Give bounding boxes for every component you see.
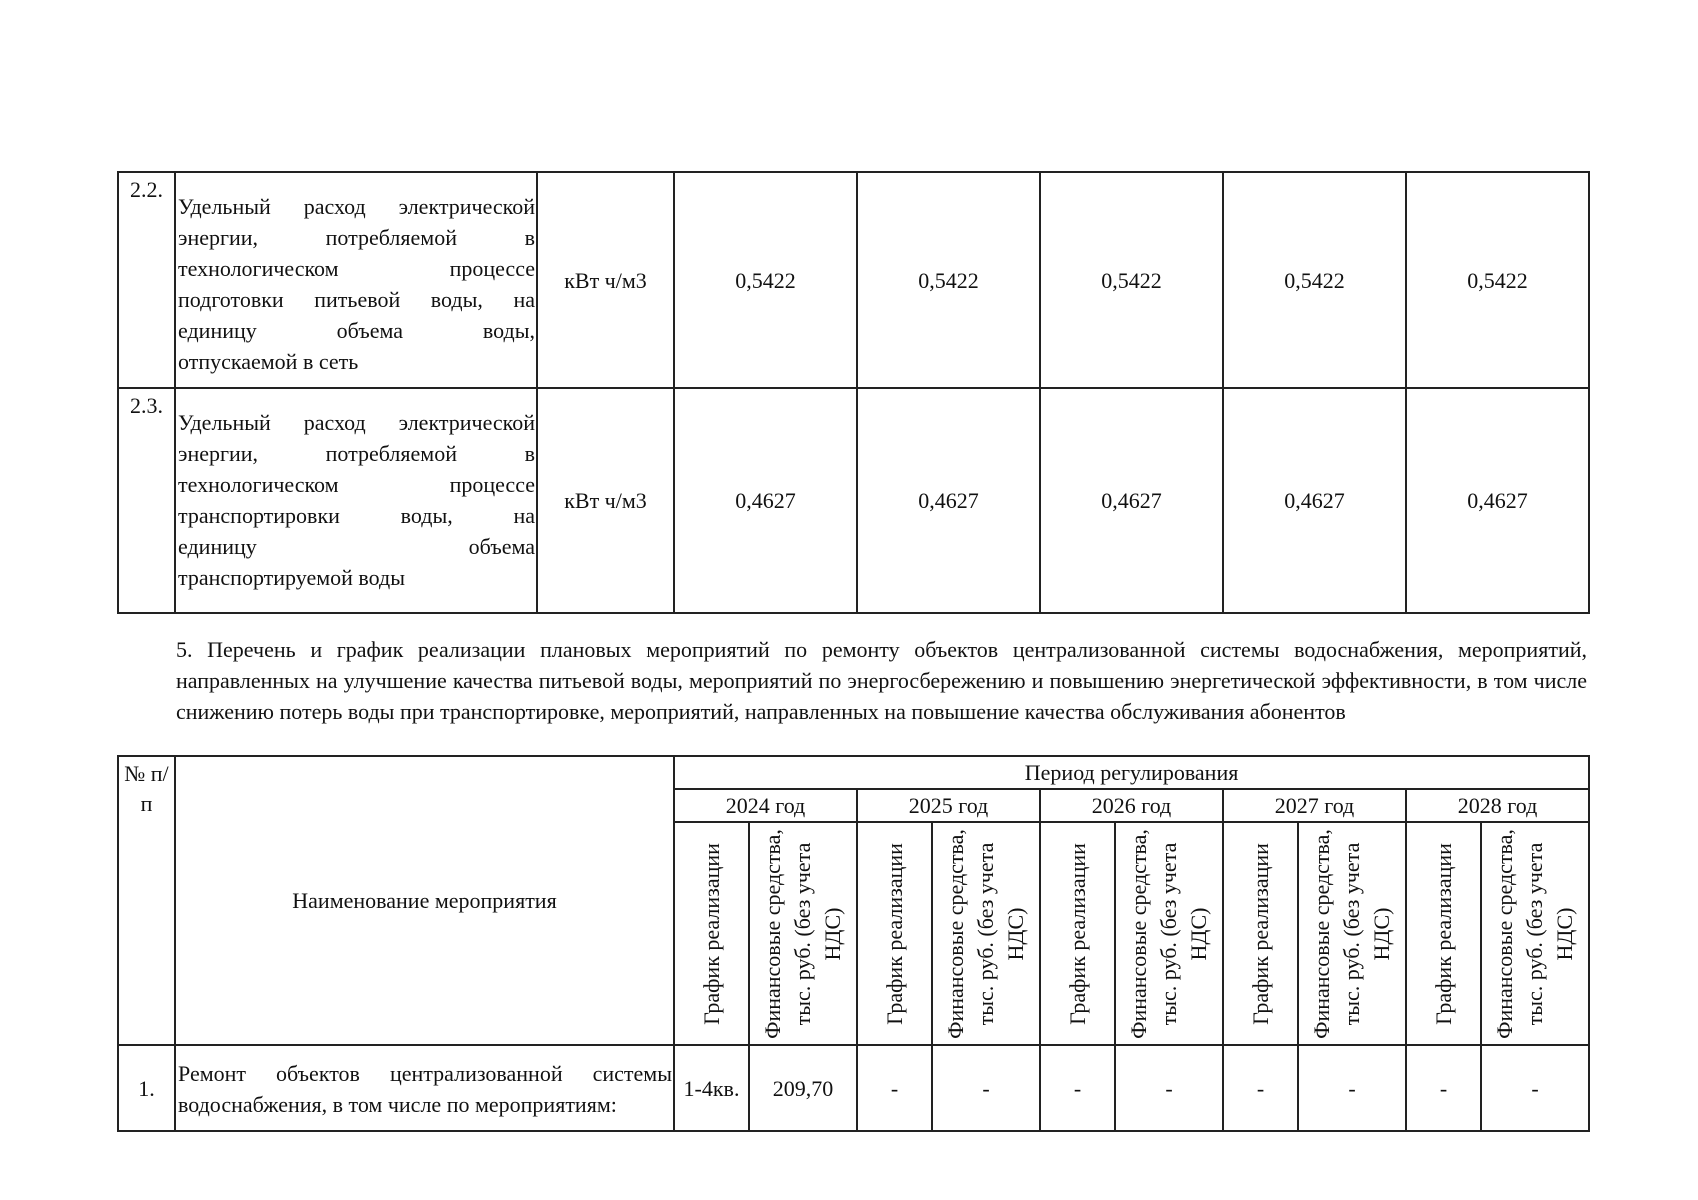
row-number: 1.: [118, 1045, 175, 1131]
subheader-finance: [1481, 822, 1589, 1045]
value-cell: 0,5422: [674, 172, 857, 388]
finance-cell: -: [1115, 1045, 1223, 1131]
value-cell: 0,5422: [1223, 172, 1406, 388]
subheader-label: Финансовые средства, тыс. руб. (без учета НДС): [1309, 828, 1394, 1039]
subheader-schedule: [1406, 822, 1481, 1045]
name-line: отпускаемой в сеть: [178, 349, 359, 374]
subheader-label: Финансовые средства, тыс. руб. (без учета НДС): [760, 828, 845, 1039]
header-number: № п/п: [118, 756, 175, 1045]
value-cell: 0,4627: [1406, 388, 1589, 613]
name-line: единицу объема: [178, 534, 535, 559]
row-number: 2.3.: [118, 388, 175, 613]
schedule-cell: -: [1406, 1045, 1481, 1131]
subheader-finance: [1115, 822, 1223, 1045]
name-line: энергии, потребляемой в: [178, 441, 535, 466]
schedule-cell: -: [1040, 1045, 1115, 1131]
unit-cell: кВт ч/м3: [537, 172, 674, 388]
header-name: Наименование мероприятия: [175, 756, 674, 1045]
year-header: 2024 год: [674, 789, 857, 822]
header-row: [118, 756, 1589, 789]
value-cell: 0,4627: [857, 388, 1040, 613]
table-row: [118, 388, 1589, 613]
value-cell: 0,5422: [1040, 172, 1223, 388]
name-line: единицу объема воды,: [178, 318, 535, 343]
year-header: 2027 год: [1223, 789, 1406, 822]
row-number: 2.2.: [118, 172, 175, 388]
subheader-label: Финансовые средства, тыс. руб. (без учета НДС): [1126, 828, 1211, 1039]
finance-cell: -: [1481, 1045, 1589, 1131]
unit-cell: кВт ч/м3: [537, 388, 674, 613]
name-line: технологическом процессе: [178, 472, 535, 497]
subheader-schedule: [674, 822, 749, 1045]
subheader-finance: [1298, 822, 1406, 1045]
subheader-schedule: [1223, 822, 1298, 1045]
name-line: энергии, потребляемой в: [178, 225, 535, 250]
indicator-name: [175, 388, 537, 613]
name-line: транспортировки воды, на: [178, 503, 535, 528]
subheader-label: График реализации: [1064, 842, 1090, 1025]
value-cell: 0,5422: [857, 172, 1040, 388]
schedule-cell: 1-4кв.: [674, 1045, 749, 1131]
value-cell: 0,4627: [674, 388, 857, 613]
section-heading: 5. Перечень и график реализации плановых мероприятий по ремонту объектов централизованной системы водоснабжения, мероприятий, направленных на улучшение качества питьевой воды, мероприятий по энергосбережению и повышению энергетической эффективности, в том числе снижению потерь воды при транспортировке, мероприятий, направленных на повышение качества обслуживания абонентов: [176, 637, 1587, 724]
table-row: [118, 172, 1589, 388]
value-cell: 0,5422: [1406, 172, 1589, 388]
year-header: 2025 год: [857, 789, 1040, 822]
indicators-body: [118, 172, 1589, 613]
subheader-schedule: [1040, 822, 1115, 1045]
value-cell: 0,4627: [1040, 388, 1223, 613]
name-line: транспортируемой воды: [178, 565, 406, 590]
finance-cell: 209,70: [749, 1045, 857, 1131]
table-row: [118, 1045, 1589, 1131]
subheader-finance: [932, 822, 1040, 1045]
indicator-name: [175, 172, 537, 388]
events-table: [117, 755, 1590, 1132]
subheader-label: График реализации: [1247, 842, 1273, 1025]
subheader-label: График реализации: [698, 842, 724, 1025]
subheader-label: График реализации: [881, 842, 907, 1025]
name-line: Удельный расход электрической: [178, 194, 535, 219]
subheader-finance: [749, 822, 857, 1045]
finance-cell: -: [932, 1045, 1040, 1131]
finance-cell: -: [1298, 1045, 1406, 1131]
header-period: Период регулирования: [674, 756, 1589, 789]
name-line: подготовки питьевой воды, на: [178, 287, 535, 312]
schedule-cell: -: [857, 1045, 932, 1131]
year-header: 2026 год: [1040, 789, 1223, 822]
subheader-label: График реализации: [1430, 842, 1456, 1025]
value-cell: 0,4627: [1223, 388, 1406, 613]
event-name: Ремонт объектов централизованной системы водоснабжения, в том числе по мероприятиям:: [175, 1045, 674, 1131]
schedule-cell: -: [1223, 1045, 1298, 1131]
indicators-table: [117, 171, 1590, 614]
year-header: 2028 год: [1406, 789, 1589, 822]
subheader-schedule: [857, 822, 932, 1045]
subheader-label: Финансовые средства, тыс. руб. (без учета НДС): [1492, 828, 1578, 1039]
subheader-label: Финансовые средства, тыс. руб. (без учета НДС): [943, 828, 1028, 1039]
name-line: технологическом процессе: [178, 256, 535, 281]
name-line: Удельный расход электрической: [178, 410, 535, 435]
